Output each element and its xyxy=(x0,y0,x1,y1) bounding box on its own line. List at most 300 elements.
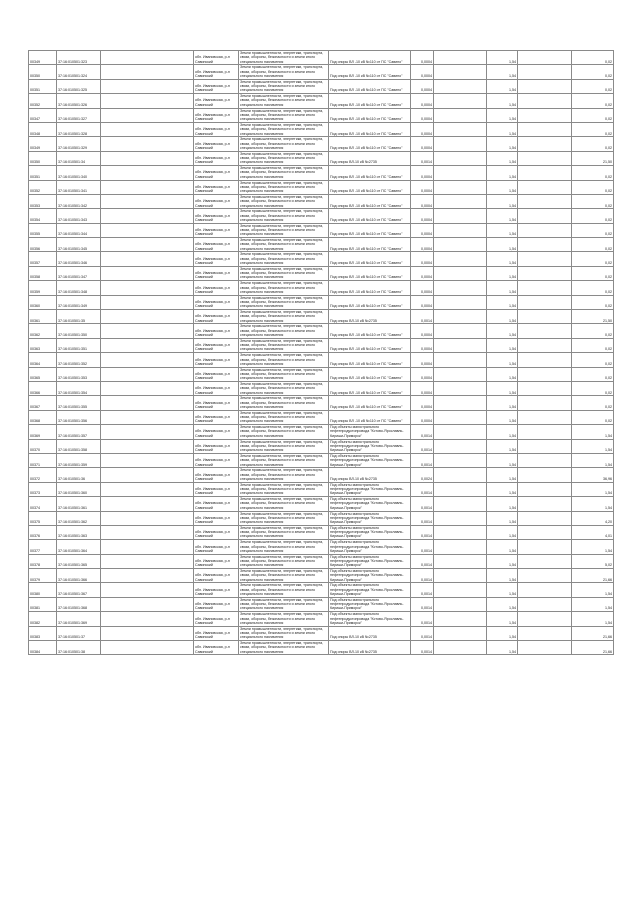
empty-cell xyxy=(434,122,487,136)
cadastral-number-cell: 37:16:010501:361 xyxy=(57,497,101,511)
rate-cell: 1,54 xyxy=(487,338,518,352)
rate-cell: 1,54 xyxy=(487,238,518,252)
rate-cell: 1,54 xyxy=(487,367,518,381)
permitted-use-cell: Под опоры ВЛ -10 кВ №110 от ПС "Савино" xyxy=(329,324,411,338)
empty-cell xyxy=(518,439,572,453)
permitted-use-cell: Под опоры ВЛ -10 кВ №110 от ПС "Савино" xyxy=(329,122,411,136)
permitted-use-cell: Под опоры ВЛ -10 кВ №110 от ПС "Савино" xyxy=(329,396,411,410)
area-cell: 0,0014 xyxy=(411,511,434,525)
table-row xyxy=(29,597,614,611)
amount-cell: 21,66 xyxy=(572,569,614,583)
area-cell: 0,0014 xyxy=(411,597,434,611)
empty-cell xyxy=(518,310,572,324)
empty-cell xyxy=(434,396,487,410)
area-cell: 0,0014 xyxy=(411,310,434,324)
rate-cell: 1,54 xyxy=(487,194,518,208)
empty-cell xyxy=(434,252,487,266)
cadastral-number-cell: 37:16:010501:36 xyxy=(57,468,101,482)
permitted-use-cell: Под опоры ВЛ -10 кВ №110 от ПС "Савино" xyxy=(329,137,411,151)
location-cell: обл. Ивановская, р-н Савинский xyxy=(194,94,239,108)
empty-cell xyxy=(434,338,487,352)
cadastral-number-cell: 37:16:010501:366 xyxy=(57,569,101,583)
record-number-cell: 00362 xyxy=(29,324,57,338)
amount-cell: 0,02 xyxy=(572,122,614,136)
empty-cell xyxy=(518,79,572,93)
empty-cell xyxy=(434,281,487,295)
empty-cell xyxy=(518,151,572,165)
permitted-use-cell: Под опоры ВЛ -10 кВ №110 от ПС "Савино" xyxy=(329,338,411,352)
location-cell: обл. Ивановская, р-н Савинский xyxy=(194,65,239,79)
land-category-cell: Земли промышленности, энергетики, транспорта, связи, обороны, безопасности и земли иного специального назначения xyxy=(239,324,329,338)
empty-cell xyxy=(101,252,194,266)
record-number-cell: 00367 xyxy=(29,396,57,410)
location-cell: обл. Ивановская, р-н Савинский xyxy=(194,612,239,626)
cadastral-number-cell: 37:16:010501:340 xyxy=(57,166,101,180)
empty-cell xyxy=(434,453,487,467)
empty-cell xyxy=(101,597,194,611)
cadastral-number-cell: 37:16:010501:352 xyxy=(57,353,101,367)
rate-cell: 1,54 xyxy=(487,540,518,554)
rate-cell: 1,54 xyxy=(487,425,518,439)
location-cell: обл. Ивановская, р-н Савинский xyxy=(194,223,239,237)
empty-cell xyxy=(434,468,487,482)
empty-cell xyxy=(101,79,194,93)
cadastral-number-cell: 37:16:010501:350 xyxy=(57,324,101,338)
empty-cell xyxy=(434,108,487,122)
rate-cell: 1,54 xyxy=(487,482,518,496)
amount-cell: 0,02 xyxy=(572,108,614,122)
amount-cell: 0,02 xyxy=(572,238,614,252)
permitted-use-cell: Под опоры ВЛ-10 кВ №2735 xyxy=(329,641,411,655)
permitted-use-cell: Под опоры ВЛ -10 кВ №110 от ПС "Савино" xyxy=(329,108,411,122)
amount-cell: 0,02 xyxy=(572,194,614,208)
empty-cell xyxy=(518,626,572,640)
location-cell: обл. Ивановская, р-н Савинский xyxy=(194,525,239,539)
empty-cell xyxy=(518,122,572,136)
cadastral-number-cell: 37:16:010501:351 xyxy=(57,338,101,352)
empty-cell xyxy=(101,482,194,496)
land-category-cell: Земли промышленности, энергетики, транспорта, связи, обороны, безопасности и земли иного специального назначения xyxy=(239,223,329,237)
land-category-cell: Земли промышленности, энергетики, транспорта, связи, обороны, безопасности и земли иного специального назначения xyxy=(239,338,329,352)
rate-cell: 1,54 xyxy=(487,223,518,237)
permitted-use-cell: Под объекты магистрального нефтепродуктопровода "Кстово-Ярославль-Кириши-Приморск" xyxy=(329,453,411,467)
location-cell: обл. Ивановская, р-н Савинский xyxy=(194,497,239,511)
amount-cell: 1,54 xyxy=(572,612,614,626)
empty-cell xyxy=(101,194,194,208)
rate-cell: 1,54 xyxy=(487,569,518,583)
record-number-cell: 00375 xyxy=(29,511,57,525)
cadastral-number-cell: 37:16:010501:346 xyxy=(57,252,101,266)
location-cell: обл. Ивановская, р-н Савинский xyxy=(194,482,239,496)
area-cell: 0,0004 xyxy=(411,281,434,295)
area-cell: 0,0014 xyxy=(411,554,434,568)
area-cell: 0,0004 xyxy=(411,137,434,151)
amount-cell: 0,02 xyxy=(572,180,614,194)
rate-cell: 1,54 xyxy=(487,583,518,597)
cadastral-number-cell: 37:16:010501:344 xyxy=(57,223,101,237)
empty-cell xyxy=(518,51,572,65)
empty-cell xyxy=(518,338,572,352)
area-cell: 0,0014 xyxy=(411,525,434,539)
empty-cell xyxy=(518,612,572,626)
rate-cell: 1,54 xyxy=(487,295,518,309)
rate-cell: 1,54 xyxy=(487,612,518,626)
record-number-cell: 00383 xyxy=(29,626,57,640)
location-cell: обл. Ивановская, р-н Савинский xyxy=(194,180,239,194)
location-cell: обл. Ивановская, р-н Савинский xyxy=(194,122,239,136)
area-cell: 0,0004 xyxy=(411,238,434,252)
empty-cell xyxy=(518,223,572,237)
empty-cell xyxy=(434,151,487,165)
area-cell: 0,0004 xyxy=(411,94,434,108)
location-cell: обл. Ивановская, р-н Савинский xyxy=(194,194,239,208)
table-row xyxy=(29,266,614,280)
land-plot-table xyxy=(28,50,614,655)
amount-cell: 4,01 xyxy=(572,525,614,539)
table-row xyxy=(29,180,614,194)
land-category-cell: Земли промышленности, энергетики, транспорта, связи, обороны, безопасности и земли иного специального назначения xyxy=(239,583,329,597)
table-row xyxy=(29,51,614,65)
record-number-cell: 00349 xyxy=(29,137,57,151)
empty-cell xyxy=(518,511,572,525)
empty-cell xyxy=(434,612,487,626)
table-row xyxy=(29,79,614,93)
area-cell: 0,0004 xyxy=(411,108,434,122)
table-row xyxy=(29,324,614,338)
land-category-cell: Земли промышленности, энергетики, транспорта, связи, обороны, безопасности и земли иного специального назначения xyxy=(239,396,329,410)
empty-cell xyxy=(434,238,487,252)
permitted-use-cell: Под объекты магистрального нефтепродуктопровода "Кстово-Ярославль-Кириши-Приморск" xyxy=(329,525,411,539)
rate-cell: 1,54 xyxy=(487,453,518,467)
record-number-cell: 00370 xyxy=(29,439,57,453)
land-category-cell: Земли промышленности, энергетики, транспорта, связи, обороны, безопасности и земли иного специального назначения xyxy=(239,94,329,108)
table-row xyxy=(29,252,614,266)
empty-cell xyxy=(434,367,487,381)
cadastral-number-cell: 37:16:010501:362 xyxy=(57,511,101,525)
empty-cell xyxy=(101,180,194,194)
empty-cell xyxy=(101,641,194,655)
cadastral-number-cell: 37:16:010501:324 xyxy=(57,65,101,79)
location-cell: обл. Ивановская, р-н Савинский xyxy=(194,295,239,309)
empty-cell xyxy=(101,209,194,223)
cadastral-number-cell: 37:16:010501:35 xyxy=(57,310,101,324)
empty-cell xyxy=(434,410,487,424)
empty-cell xyxy=(434,525,487,539)
cadastral-number-cell: 37:16:010501:368 xyxy=(57,597,101,611)
record-number-cell: 00361 xyxy=(29,310,57,324)
location-cell: обл. Ивановская, р-н Савинский xyxy=(194,108,239,122)
empty-cell xyxy=(101,525,194,539)
empty-cell xyxy=(101,381,194,395)
table-row xyxy=(29,65,614,79)
amount-cell: 1,54 xyxy=(572,540,614,554)
area-cell: 0,0004 xyxy=(411,396,434,410)
empty-cell xyxy=(518,540,572,554)
empty-cell xyxy=(518,482,572,496)
amount-cell: 0,02 xyxy=(572,137,614,151)
permitted-use-cell: Под объекты магистрального нефтепродуктопровода "Кстово-Ярославль-Кириши-Приморск" xyxy=(329,482,411,496)
cadastral-number-cell: 37:16:010501:325 xyxy=(57,79,101,93)
permitted-use-cell: Под опоры ВЛ -10 кВ №110 от ПС "Савино" xyxy=(329,51,411,65)
amount-cell: 0,02 xyxy=(572,281,614,295)
area-cell: 0,0004 xyxy=(411,194,434,208)
location-cell: обл. Ивановская, р-н Савинский xyxy=(194,353,239,367)
empty-cell xyxy=(101,281,194,295)
empty-cell xyxy=(434,223,487,237)
rate-cell: 1,54 xyxy=(487,94,518,108)
record-number-cell: 00373 xyxy=(29,482,57,496)
land-category-cell: Земли промышленности, энергетики, транспорта, связи, обороны, безопасности и земли иного специального назначения xyxy=(239,151,329,165)
empty-cell xyxy=(434,381,487,395)
record-number-cell: 00369 xyxy=(29,425,57,439)
cadastral-number-cell: 37:16:010501:327 xyxy=(57,108,101,122)
area-cell: 0,0024 xyxy=(411,468,434,482)
amount-cell: 0,02 xyxy=(572,367,614,381)
area-cell: 0,0004 xyxy=(411,209,434,223)
table-body xyxy=(29,51,614,655)
amount-cell: 21,50 xyxy=(572,151,614,165)
rate-cell: 1,54 xyxy=(487,525,518,539)
empty-cell xyxy=(434,79,487,93)
land-category-cell: Земли промышленности, энергетики, транспорта, связи, обороны, безопасности и земли иного специального назначения xyxy=(239,497,329,511)
empty-cell xyxy=(101,396,194,410)
rate-cell: 1,54 xyxy=(487,410,518,424)
cadastral-number-cell: 37:16:010501:34 xyxy=(57,151,101,165)
empty-cell xyxy=(518,180,572,194)
rate-cell: 1,54 xyxy=(487,324,518,338)
land-category-cell: Земли промышленности, энергетики, транспорта, связи, обороны, безопасности и земли иного специального назначения xyxy=(239,194,329,208)
location-cell: обл. Ивановская, р-н Савинский xyxy=(194,266,239,280)
empty-cell xyxy=(434,209,487,223)
amount-cell: 0,02 xyxy=(572,324,614,338)
area-cell: 0,0004 xyxy=(411,122,434,136)
empty-cell xyxy=(101,108,194,122)
land-category-cell: Земли промышленности, энергетики, транспорта, связи, обороны, безопасности и земли иного специального назначения xyxy=(239,180,329,194)
empty-cell xyxy=(518,597,572,611)
empty-cell xyxy=(101,497,194,511)
rate-cell: 1,54 xyxy=(487,180,518,194)
table-row xyxy=(29,425,614,439)
location-cell: обл. Ивановская, р-н Савинский xyxy=(194,338,239,352)
location-cell: обл. Ивановская, р-н Савинский xyxy=(194,511,239,525)
empty-cell xyxy=(518,281,572,295)
empty-cell xyxy=(101,569,194,583)
amount-cell: 0,02 xyxy=(572,209,614,223)
amount-cell: 36,96 xyxy=(572,468,614,482)
empty-cell xyxy=(434,295,487,309)
empty-cell xyxy=(101,65,194,79)
location-cell: обл. Ивановская, р-н Савинский xyxy=(194,238,239,252)
location-cell: обл. Ивановская, р-н Савинский xyxy=(194,439,239,453)
empty-cell xyxy=(101,51,194,65)
cadastral-number-cell: 37:16:010501:360 xyxy=(57,482,101,496)
permitted-use-cell: Под опоры ВЛ -10 кВ №110 от ПС "Савино" xyxy=(329,367,411,381)
table-row xyxy=(29,482,614,496)
record-number-cell: 00352 xyxy=(29,180,57,194)
permitted-use-cell: Под опоры ВЛ -10 кВ №110 от ПС "Савино" xyxy=(329,281,411,295)
location-cell: обл. Ивановская, р-н Савинский xyxy=(194,554,239,568)
cadastral-number-cell: 37:16:010501:355 xyxy=(57,396,101,410)
table-row xyxy=(29,194,614,208)
table-row xyxy=(29,612,614,626)
record-number-cell: 00350 xyxy=(29,65,57,79)
location-cell: обл. Ивановская, р-н Савинский xyxy=(194,425,239,439)
rate-cell: 1,54 xyxy=(487,381,518,395)
cadastral-number-cell: 37:16:010501:367 xyxy=(57,583,101,597)
rate-cell: 1,54 xyxy=(487,79,518,93)
area-cell: 0,0004 xyxy=(411,338,434,352)
table-row xyxy=(29,108,614,122)
empty-cell xyxy=(434,425,487,439)
table-row xyxy=(29,525,614,539)
empty-cell xyxy=(518,554,572,568)
rate-cell: 1,54 xyxy=(487,396,518,410)
record-number-cell: 00377 xyxy=(29,540,57,554)
empty-cell xyxy=(101,583,194,597)
permitted-use-cell: Под объекты магистрального нефтепродуктопровода "Кстово-Ярославль-Кириши-Приморск" xyxy=(329,425,411,439)
empty-cell xyxy=(101,554,194,568)
empty-cell xyxy=(101,324,194,338)
empty-cell xyxy=(518,525,572,539)
cadastral-number-cell: 37:16:010501:369 xyxy=(57,612,101,626)
land-category-cell: Земли промышленности, энергетики, транспорта, связи, обороны, безопасности и земли иного специального назначения xyxy=(239,65,329,79)
cadastral-number-cell: 37:16:010501:356 xyxy=(57,410,101,424)
location-cell: обл. Ивановская, р-н Савинский xyxy=(194,137,239,151)
table-row xyxy=(29,338,614,352)
area-cell: 0,0014 xyxy=(411,151,434,165)
amount-cell: 0,02 xyxy=(572,166,614,180)
amount-cell: 0,02 xyxy=(572,396,614,410)
empty-cell xyxy=(518,641,572,655)
record-number-cell: 00376 xyxy=(29,525,57,539)
permitted-use-cell: Под опоры ВЛ -10 кВ №110 от ПС "Савино" xyxy=(329,410,411,424)
rate-cell: 1,54 xyxy=(487,209,518,223)
record-number-cell: 00356 xyxy=(29,238,57,252)
land-category-cell: Земли промышленности, энергетики, транспорта, связи, обороны, безопасности и земли иного специального назначения xyxy=(239,569,329,583)
amount-cell: 1,54 xyxy=(572,583,614,597)
empty-cell xyxy=(101,151,194,165)
amount-cell: 0,02 xyxy=(572,338,614,352)
empty-cell xyxy=(434,166,487,180)
empty-cell xyxy=(101,137,194,151)
empty-cell xyxy=(101,94,194,108)
land-category-cell: Земли промышленности, энергетики, транспорта, связи, обороны, безопасности и земли иного специального назначения xyxy=(239,51,329,65)
amount-cell: 1,54 xyxy=(572,597,614,611)
empty-cell xyxy=(518,396,572,410)
table-row xyxy=(29,569,614,583)
table-row xyxy=(29,94,614,108)
permitted-use-cell: Под опоры ВЛ -10 кВ №110 от ПС "Савино" xyxy=(329,252,411,266)
empty-cell xyxy=(101,223,194,237)
land-category-cell: Земли промышленности, энергетики, транспорта, связи, обороны, безопасности и земли иного специального назначения xyxy=(239,626,329,640)
land-category-cell: Земли промышленности, энергетики, транспорта, связи, обороны, безопасности и земли иного специального назначения xyxy=(239,540,329,554)
location-cell: обл. Ивановская, р-н Савинский xyxy=(194,79,239,93)
record-number-cell: 00347 xyxy=(29,108,57,122)
amount-cell: 1,54 xyxy=(572,482,614,496)
record-number-cell: 00355 xyxy=(29,223,57,237)
record-number-cell: 00359 xyxy=(29,281,57,295)
area-cell: 0,0014 xyxy=(411,425,434,439)
area-cell: 0,0014 xyxy=(411,641,434,655)
location-cell: обл. Ивановская, р-н Савинский xyxy=(194,626,239,640)
location-cell: обл. Ивановская, р-н Савинский xyxy=(194,324,239,338)
cadastral-number-cell: 37:16:010501:326 xyxy=(57,94,101,108)
permitted-use-cell: Под опоры ВЛ-10 кВ №2735 xyxy=(329,626,411,640)
empty-cell xyxy=(434,180,487,194)
record-number-cell: 00352 xyxy=(29,94,57,108)
cadastral-number-cell: 37:16:010501:329 xyxy=(57,137,101,151)
table-row xyxy=(29,439,614,453)
location-cell: обл. Ивановская, р-н Савинский xyxy=(194,453,239,467)
permitted-use-cell: Под объекты магистрального нефтепродуктопровода "Кстово-Ярославль-Кириши-Приморск" xyxy=(329,612,411,626)
land-category-cell: Земли промышленности, энергетики, транспорта, связи, обороны, безопасности и земли иного специального назначения xyxy=(239,295,329,309)
rate-cell: 1,54 xyxy=(487,554,518,568)
rate-cell: 1,54 xyxy=(487,511,518,525)
empty-cell xyxy=(434,497,487,511)
amount-cell: 0,02 xyxy=(572,51,614,65)
table-row xyxy=(29,497,614,511)
rate-cell: 1,54 xyxy=(487,252,518,266)
rate-cell: 1,54 xyxy=(487,108,518,122)
record-number-cell: 00351 xyxy=(29,166,57,180)
empty-cell xyxy=(101,266,194,280)
amount-cell: 0,02 xyxy=(572,252,614,266)
cadastral-number-cell: 37:16:010501:342 xyxy=(57,194,101,208)
empty-cell xyxy=(518,137,572,151)
permitted-use-cell: Под опоры ВЛ -10 кВ №110 от ПС "Савино" xyxy=(329,79,411,93)
cadastral-number-cell: 37:16:010501:323 xyxy=(57,51,101,65)
table-row xyxy=(29,511,614,525)
cadastral-number-cell: 37:16:010501:354 xyxy=(57,381,101,395)
empty-cell xyxy=(518,166,572,180)
permitted-use-cell: Под опоры ВЛ -10 кВ №110 от ПС "Савино" xyxy=(329,94,411,108)
record-number-cell: 00380 xyxy=(29,583,57,597)
empty-cell xyxy=(518,324,572,338)
empty-cell xyxy=(434,137,487,151)
empty-cell xyxy=(518,108,572,122)
empty-cell xyxy=(434,569,487,583)
permitted-use-cell: Под опоры ВЛ -10 кВ №110 от ПС "Савино" xyxy=(329,194,411,208)
cadastral-number-cell: 37:16:010501:345 xyxy=(57,238,101,252)
area-cell: 0,0004 xyxy=(411,180,434,194)
land-category-cell: Земли промышленности, энергетики, транспорта, связи, обороны, безопасности и земли иного специального назначения xyxy=(239,381,329,395)
area-cell: 0,0014 xyxy=(411,569,434,583)
permitted-use-cell: Под объекты магистрального нефтепродуктопровода "Кстово-Ярославль-Кириши-Приморск" xyxy=(329,439,411,453)
record-number-cell: 00363 xyxy=(29,338,57,352)
permitted-use-cell: Под объекты магистрального нефтепродуктопровода "Кстово-Ярославль-Кириши-Приморск" xyxy=(329,554,411,568)
area-cell: 0,0014 xyxy=(411,540,434,554)
location-cell: обл. Ивановская, р-н Савинский xyxy=(194,468,239,482)
cadastral-number-cell: 37:16:010501:341 xyxy=(57,180,101,194)
permitted-use-cell: Под опоры ВЛ-10 кВ №2735 xyxy=(329,151,411,165)
cadastral-number-cell: 37:16:010501:359 xyxy=(57,453,101,467)
location-cell: обл. Ивановская, р-н Савинский xyxy=(194,641,239,655)
empty-cell xyxy=(518,497,572,511)
rate-cell: 1,54 xyxy=(487,266,518,280)
table-row xyxy=(29,554,614,568)
empty-cell xyxy=(434,482,487,496)
empty-cell xyxy=(518,381,572,395)
land-category-cell: Земли промышленности, энергетики, транспорта, связи, обороны, безопасности и земли иного специального назначения xyxy=(239,554,329,568)
land-category-cell: Земли промышленности, энергетики, транспорта, связи, обороны, безопасности и земли иного специального назначения xyxy=(239,122,329,136)
rate-cell: 1,54 xyxy=(487,65,518,79)
empty-cell xyxy=(101,540,194,554)
land-category-cell: Земли промышленности, энергетики, транспорта, связи, обороны, безопасности и земли иного специального назначения xyxy=(239,108,329,122)
location-cell: обл. Ивановская, р-н Савинский xyxy=(194,540,239,554)
land-category-cell: Земли промышленности, энергетики, транспорта, связи, обороны, безопасности и земли иного специального назначения xyxy=(239,137,329,151)
amount-cell: 21,66 xyxy=(572,641,614,655)
record-number-cell: 00360 xyxy=(29,295,57,309)
